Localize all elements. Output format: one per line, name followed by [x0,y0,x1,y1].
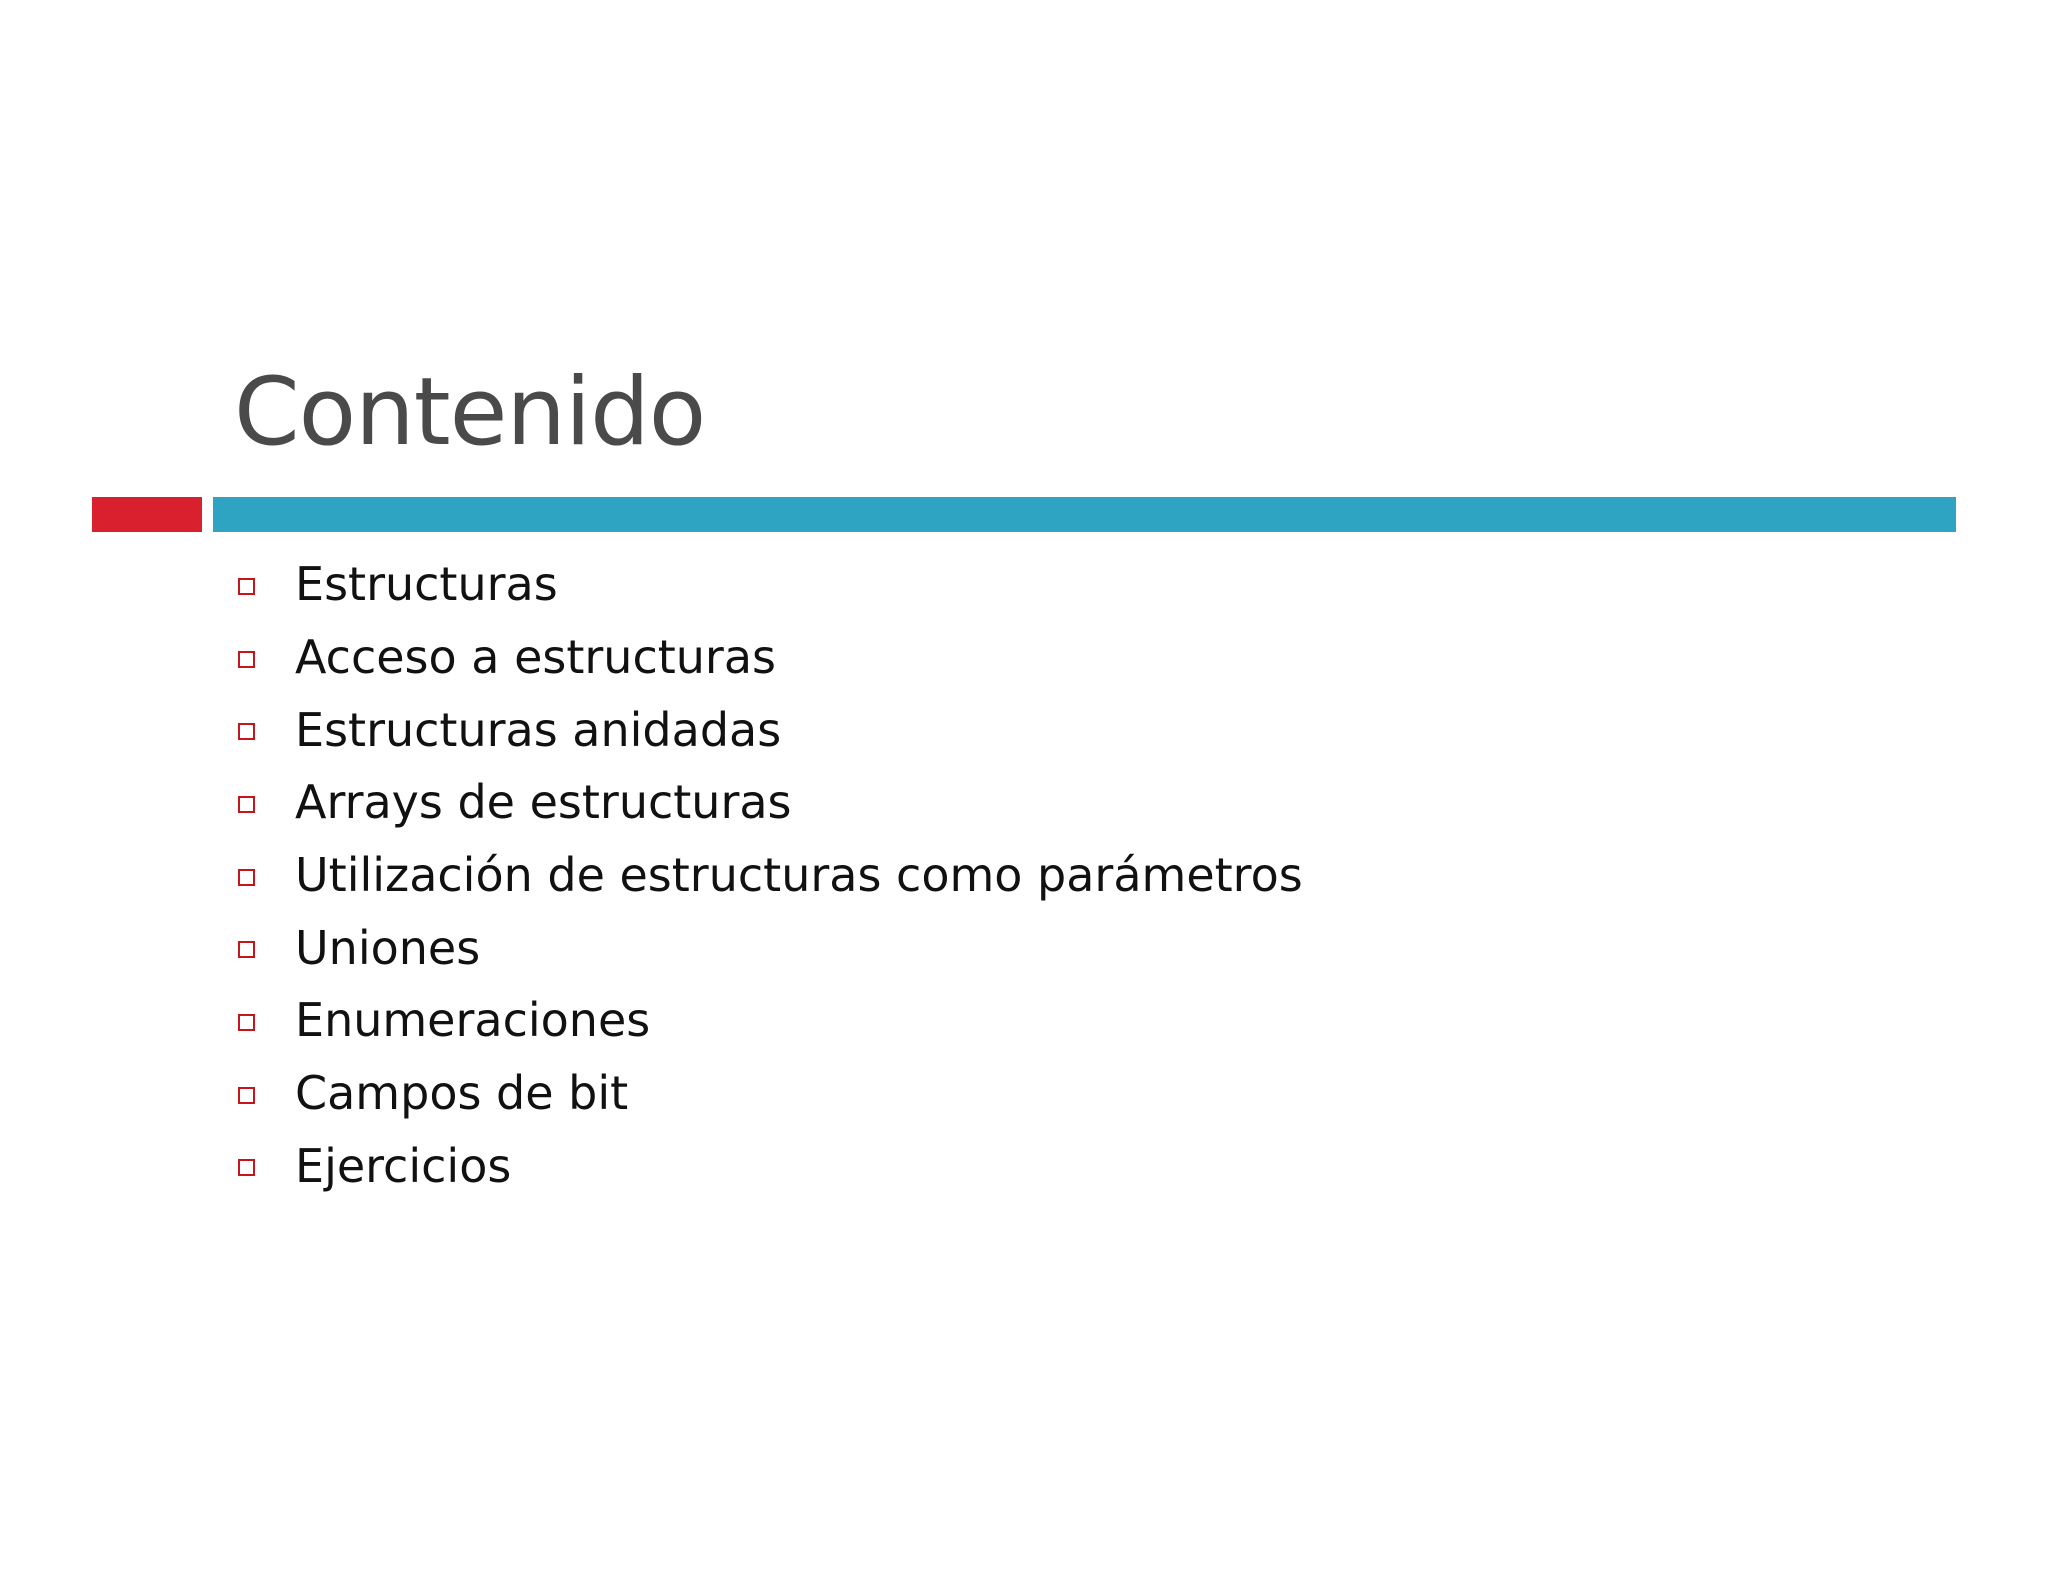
list-item [238,1057,1303,1130]
hollow-square-icon [238,1087,255,1104]
list-item [238,693,1303,766]
title-underline-red-bar [92,497,202,532]
list-item [238,766,1303,839]
list-item-label: Utilización de estructuras como parámetros [295,848,1303,903]
list-item-label: Arrays de estructuras [295,775,792,830]
list-item-label: Campos de bit [295,1066,629,1121]
hollow-square-icon [238,941,255,958]
hollow-square-icon [238,796,255,813]
list-item [238,911,1303,984]
list-item [238,839,1303,912]
hollow-square-icon [238,1014,255,1031]
hollow-square-icon [238,578,255,595]
hollow-square-icon [238,723,255,740]
list-item [238,621,1303,694]
list-item-label: Enumeraciones [295,993,651,1048]
hollow-square-icon [238,1159,255,1176]
contents-list [238,548,1303,1202]
list-item-label: Uniones [295,920,481,975]
list-item [238,984,1303,1057]
hollow-square-icon [238,651,255,668]
list-item-label: Acceso a estructuras [295,630,777,685]
slide-title: Contenido [234,358,706,467]
list-item-label: Estructuras [295,557,558,612]
list-item-label: Ejercicios [295,1138,512,1193]
title-underline-blue-bar [213,497,1956,532]
list-item [238,548,1303,621]
list-item-label: Estructuras anidadas [295,702,782,757]
hollow-square-icon [238,869,255,886]
list-item [238,1130,1303,1203]
